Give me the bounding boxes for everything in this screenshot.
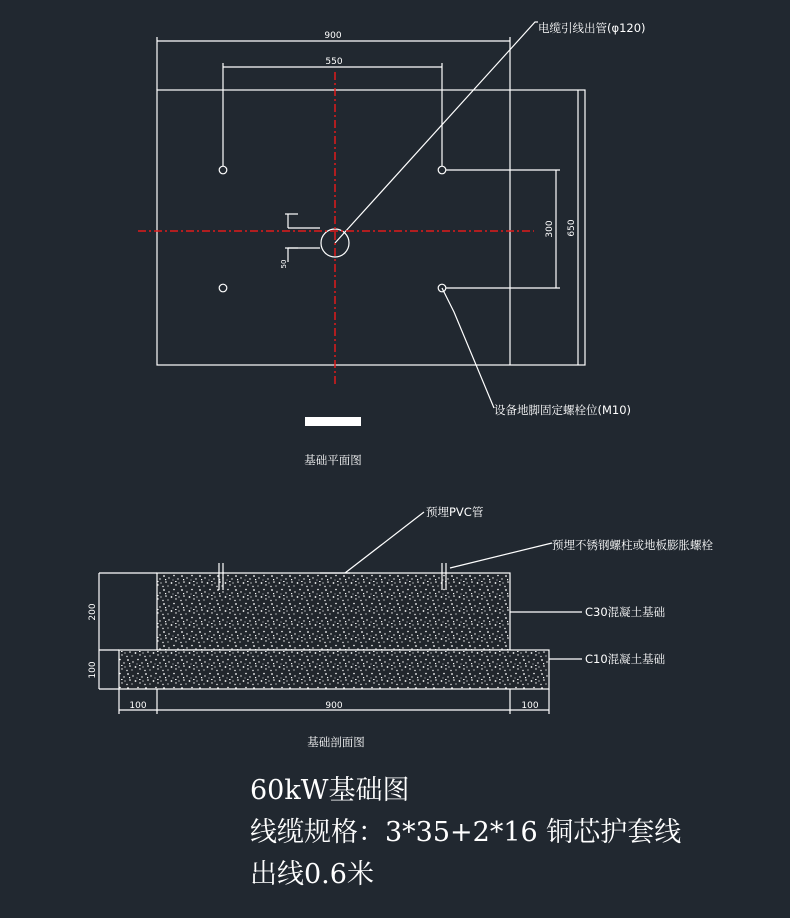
plan-dim-bolt-vertical: 300	[545, 220, 555, 238]
plan-foundation-outline	[157, 90, 585, 365]
note-title: 60kW基础图	[250, 775, 410, 806]
section-title: 基础剖面图	[307, 735, 365, 749]
c30-label: C30混凝土基础	[585, 605, 666, 619]
plan-dim-bolt-spacing: 550	[325, 57, 343, 67]
plan-view	[157, 22, 585, 408]
scale-bar	[305, 417, 361, 426]
c10-concrete-block	[119, 650, 549, 689]
section-dim-bottom-height: 100	[88, 661, 98, 679]
plan-small-dim: 50	[280, 259, 288, 269]
cable-outlet-label: 电缆引线出管(φ120)	[538, 21, 646, 35]
cable-outlet-leader	[335, 22, 538, 243]
pvc-leader	[345, 512, 424, 573]
bolt-hole	[219, 284, 227, 292]
pvc-label: 预埋PVC管	[426, 505, 484, 519]
bolt-label: 预埋不锈钢螺柱或地板膨胀螺栓	[552, 538, 713, 552]
section-dim-top-height: 200	[88, 603, 98, 621]
c10-label: C10混凝土基础	[585, 652, 666, 666]
bolt-hole	[219, 166, 227, 174]
anchor-bolt-leader	[442, 288, 494, 408]
plan-dim-depth: 650	[567, 219, 577, 237]
plan-dim-width: 900	[324, 31, 342, 41]
bolt-leader	[450, 543, 552, 568]
notes-block	[250, 770, 681, 896]
plan-title: 基础平面图	[304, 453, 362, 467]
section-dim-width: 900	[325, 701, 343, 711]
bolt-hole	[438, 166, 446, 174]
note-outlet-length: 出线0.6米	[250, 859, 374, 890]
c30-concrete-block	[157, 573, 510, 650]
section-dim-left-ext: 100	[129, 701, 147, 711]
note-cable-spec: 线缆规格：3*35+2*16 铜芯护套线	[250, 817, 682, 848]
section-dim-right-ext: 100	[521, 701, 539, 711]
section-view	[88, 505, 713, 749]
anchor-bolt-label: 设备地脚固定螺栓位(M10)	[494, 403, 632, 417]
